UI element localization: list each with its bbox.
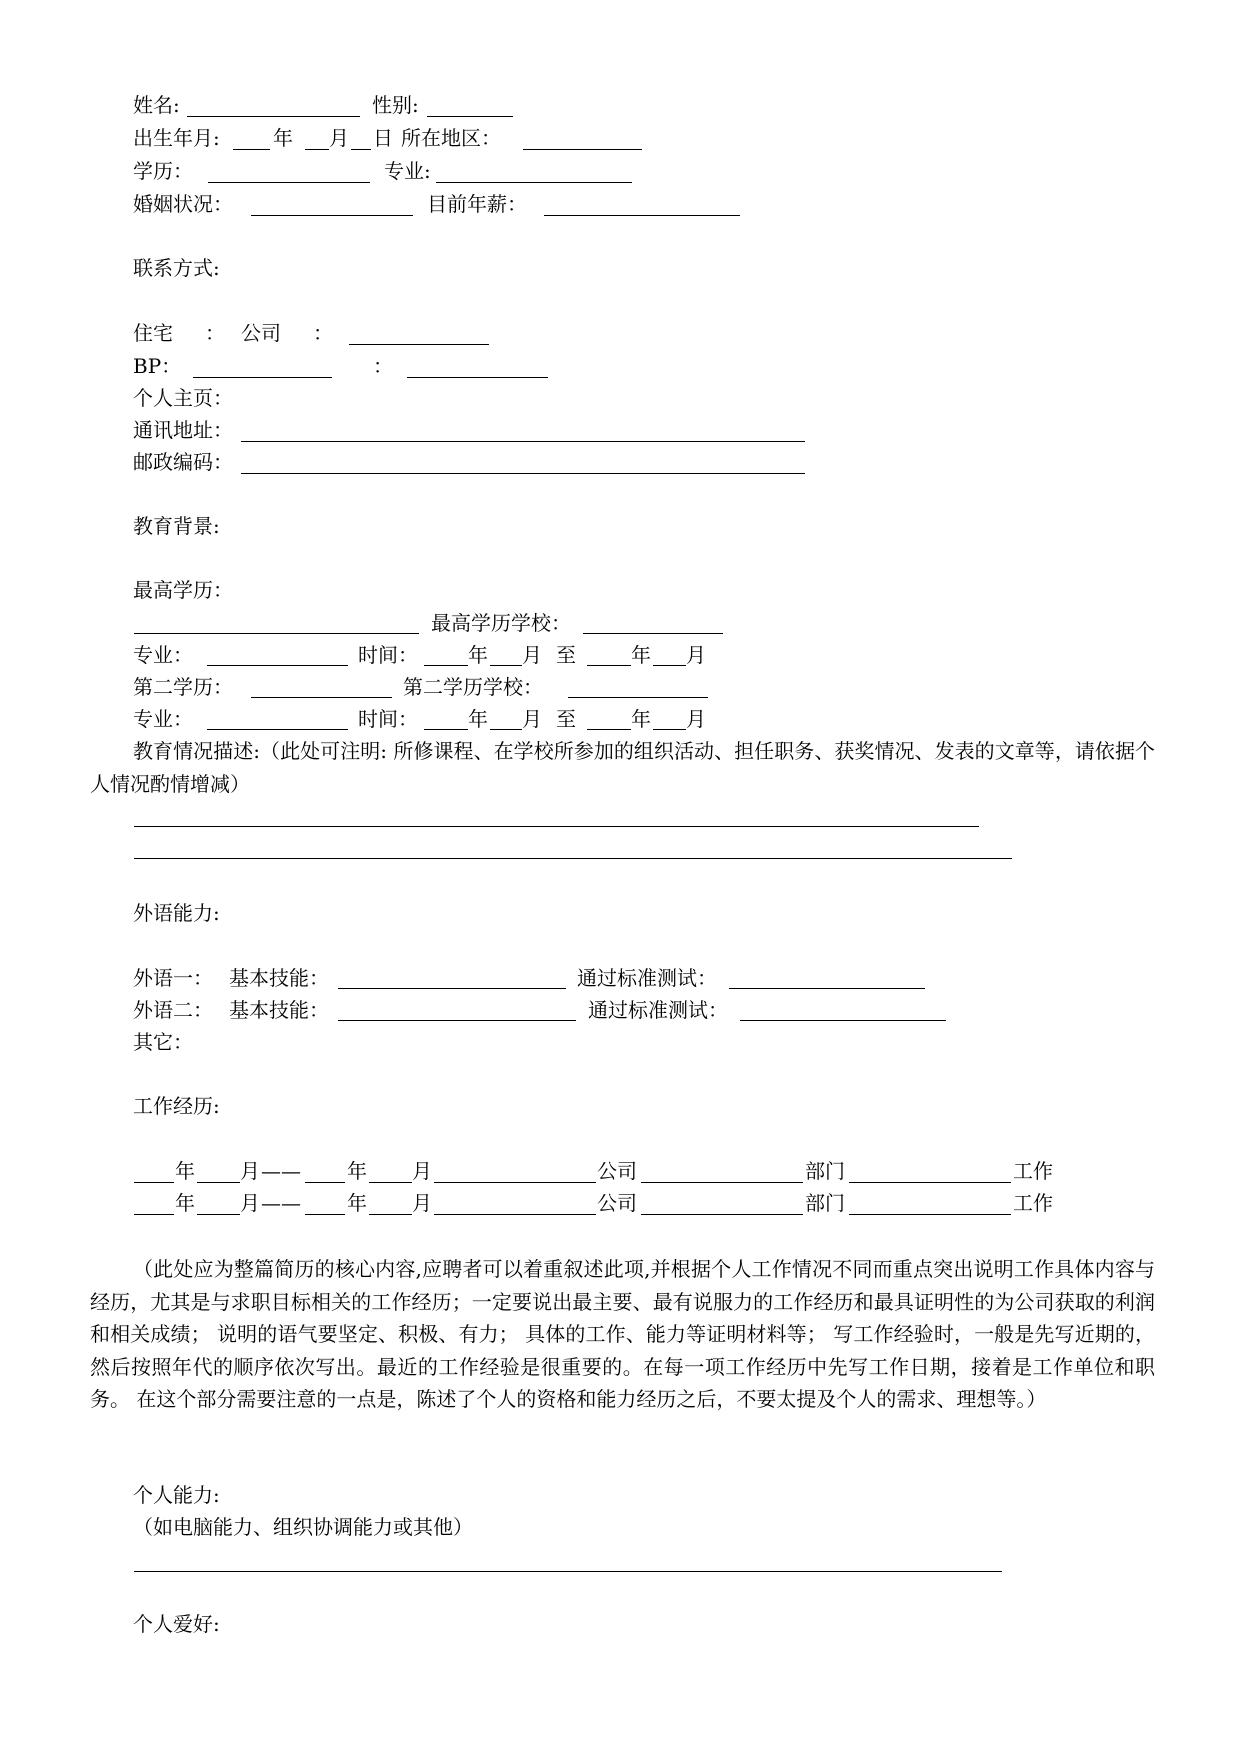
work2-end-year-unit: 年 [347, 1191, 367, 1215]
work2-end-month-field[interactable] [369, 1214, 412, 1215]
company-phone-label: 公司 [241, 321, 281, 345]
edu1-start-year-unit: 年 [468, 643, 488, 667]
lang1-test-field[interactable] [729, 988, 925, 989]
work1-dash: —— [261, 1159, 301, 1183]
work1-end-month-field[interactable] [369, 1182, 412, 1183]
salary-label: 目前年薪： [427, 192, 527, 216]
edu2-end-month-field[interactable] [653, 729, 686, 730]
second-school-field[interactable] [568, 697, 708, 698]
ability-field[interactable] [134, 1571, 1002, 1572]
name-field[interactable] [187, 116, 360, 117]
work2-dash: —— [261, 1191, 301, 1215]
work1-end-year-unit: 年 [347, 1159, 367, 1183]
education-description-line-2[interactable] [134, 858, 1012, 859]
work2-end-month-unit: 月 [412, 1191, 432, 1215]
highest-degree-label: 最高学历： [133, 578, 233, 602]
lang2-skill-field[interactable] [338, 1020, 576, 1021]
birth-year-unit: 年 [273, 126, 293, 150]
birth-day-field[interactable] [351, 149, 371, 150]
edu1-end-month-field[interactable] [653, 665, 686, 666]
lang2-label: 外语二： [133, 998, 213, 1022]
lang1-test-label: 通过标准测试： [577, 966, 717, 990]
ability-note: （如电脑能力、组织协调能力或其他） [133, 1515, 473, 1539]
work1-end-month-unit: 月 [412, 1159, 432, 1183]
work2-start-month-field[interactable] [197, 1214, 240, 1215]
work2-dept-unit: 部门 [805, 1191, 845, 1215]
highest-school-label: 最高学历学校： [431, 611, 571, 635]
birth-day-unit: 日 [373, 126, 393, 150]
home-phone-label: 住宅 [133, 321, 173, 345]
edu1-start-year-field[interactable] [424, 665, 468, 666]
postcode-field[interactable] [241, 473, 805, 474]
edu2-start-year-unit: 年 [468, 707, 488, 731]
bp-field[interactable] [193, 377, 332, 378]
salary-field[interactable] [544, 215, 740, 216]
hobby-heading: 个人爱好: [133, 1612, 220, 1636]
education-field[interactable] [208, 182, 370, 183]
other-language-label: 其它： [133, 1030, 193, 1054]
bp-colon: ： [373, 354, 393, 378]
education-description: 教育情况描述:（此处可注明: 所修课程、在学校所参加的组织活动、担任职务、获奖情况、发表的文章等，请依据个人情况酌情增减） [90, 739, 1155, 796]
highest-degree-field[interactable] [134, 633, 419, 634]
lang2-skill-label: 基本技能： [229, 998, 329, 1022]
edu2-end-year-field[interactable] [587, 729, 631, 730]
lang1-skill-field[interactable] [338, 988, 566, 989]
edu2-to: 至 [556, 707, 576, 731]
name-label: 姓名: [133, 93, 180, 117]
highest-school-field[interactable] [583, 633, 723, 634]
work2-start-year-field[interactable] [134, 1214, 174, 1215]
edu1-start-month-field[interactable] [490, 665, 522, 666]
work2-job-field[interactable] [849, 1214, 1011, 1215]
gender-field[interactable] [427, 116, 513, 117]
second-degree-label: 第二学历： [133, 675, 233, 699]
work1-dept-unit: 部门 [805, 1159, 845, 1183]
address-label: 通讯地址： [133, 418, 233, 442]
work-description: （此处应为整篇简历的核心内容,应聘者可以着重叙述此项,并根据个人工作情况不同而重点突出说明工作具体内容与经历，尤其是与求职目标相关的工作经历；一定要说出最主要、最有说服力的工作经历和最具证明性的为公司获取的利润和相关成绩； 说明的语气要坚定、积极、有力； 具体的工作、能力等证明材料等； 写工作经验时，一般是先写近期的，然后按照年代的顺序依次写出。最近的工作经验是很重要的。在每一项工作经历中先写工作日期，接着是工作单位和职务。 在这个部分需要注意的一点是，陈述了个人的资格和能力经历之后，不要太提及个人的需求、理想等。） [90, 1257, 1155, 1411]
edu2-major-field[interactable] [207, 729, 348, 730]
work1-job-unit: 工作 [1013, 1159, 1053, 1183]
edu2-end-year-unit: 年 [631, 707, 651, 731]
second-school-label: 第二学历学校： [403, 675, 543, 699]
birth-year-field[interactable] [233, 149, 270, 150]
home-phone-colon: ： [205, 321, 225, 345]
marital-label: 婚姻状况： [133, 192, 233, 216]
work2-dept-field[interactable] [641, 1214, 803, 1215]
work1-start-year-unit: 年 [175, 1159, 195, 1183]
language-heading: 外语能力: [133, 901, 220, 925]
region-field[interactable] [523, 149, 642, 150]
address-field[interactable] [241, 441, 805, 442]
lang1-label: 外语一： [133, 966, 213, 990]
region-label: 所在地区： [401, 126, 501, 150]
edu2-time-label: 时间： [358, 707, 418, 731]
postcode-label: 邮政编码： [133, 450, 233, 474]
edu1-end-year-field[interactable] [587, 665, 631, 666]
contact-heading: 联系方式: [133, 256, 220, 280]
edu2-end-month-unit: 月 [686, 707, 706, 731]
lang1-skill-label: 基本技能： [229, 966, 329, 990]
company-phone-colon: ： [313, 321, 333, 345]
work1-job-field[interactable] [849, 1182, 1011, 1183]
other-phone-field[interactable] [407, 377, 548, 378]
edu1-to: 至 [556, 643, 576, 667]
work1-start-month-field[interactable] [197, 1182, 240, 1183]
birth-month-field[interactable] [305, 149, 329, 150]
bp-label: BP： [133, 354, 182, 378]
edu1-end-year-unit: 年 [631, 643, 651, 667]
work2-company-unit: 公司 [597, 1191, 637, 1215]
edu1-end-month-unit: 月 [686, 643, 706, 667]
birth-month-unit: 月 [329, 126, 349, 150]
lang2-test-label: 通过标准测试： [588, 998, 728, 1022]
work2-end-year-field[interactable] [305, 1214, 345, 1215]
birth-label: 出生年月: [133, 126, 220, 150]
work1-start-year-field[interactable] [134, 1182, 174, 1183]
work2-job-unit: 工作 [1013, 1191, 1053, 1215]
work1-dept-field[interactable] [641, 1182, 803, 1183]
education-label: 学历： [133, 159, 193, 183]
work-heading: 工作经历: [133, 1094, 220, 1118]
ability-heading: 个人能力: [133, 1483, 220, 1507]
edu2-major-label: 专业： [133, 707, 193, 731]
second-degree-field[interactable] [251, 697, 392, 698]
edu2-start-month-unit: 月 [522, 707, 542, 731]
work2-start-month-unit: 月 [240, 1191, 260, 1215]
work1-start-month-unit: 月 [240, 1159, 260, 1183]
major-label: 专业: [384, 159, 431, 183]
work2-start-year-unit: 年 [175, 1191, 195, 1215]
education-description-line-1[interactable] [134, 826, 979, 827]
lang2-test-field[interactable] [740, 1020, 946, 1021]
marital-field[interactable] [251, 215, 413, 216]
work1-company-unit: 公司 [597, 1159, 637, 1183]
major-field[interactable] [436, 182, 632, 183]
edu2-start-month-field[interactable] [490, 729, 522, 730]
edu2-start-year-field[interactable] [424, 729, 468, 730]
work2-company-field[interactable] [434, 1214, 596, 1215]
homepage-label: 个人主页： [133, 386, 233, 410]
education-heading: 教育背景: [133, 514, 220, 538]
edu1-time-label: 时间： [358, 643, 418, 667]
edu1-start-month-unit: 月 [522, 643, 542, 667]
gender-label: 性别: [372, 93, 419, 117]
work1-company-field[interactable] [434, 1182, 596, 1183]
edu1-major-label: 专业： [133, 643, 193, 667]
edu1-major-field[interactable] [207, 665, 348, 666]
company-phone-field[interactable] [349, 344, 489, 345]
work1-end-year-field[interactable] [305, 1182, 345, 1183]
